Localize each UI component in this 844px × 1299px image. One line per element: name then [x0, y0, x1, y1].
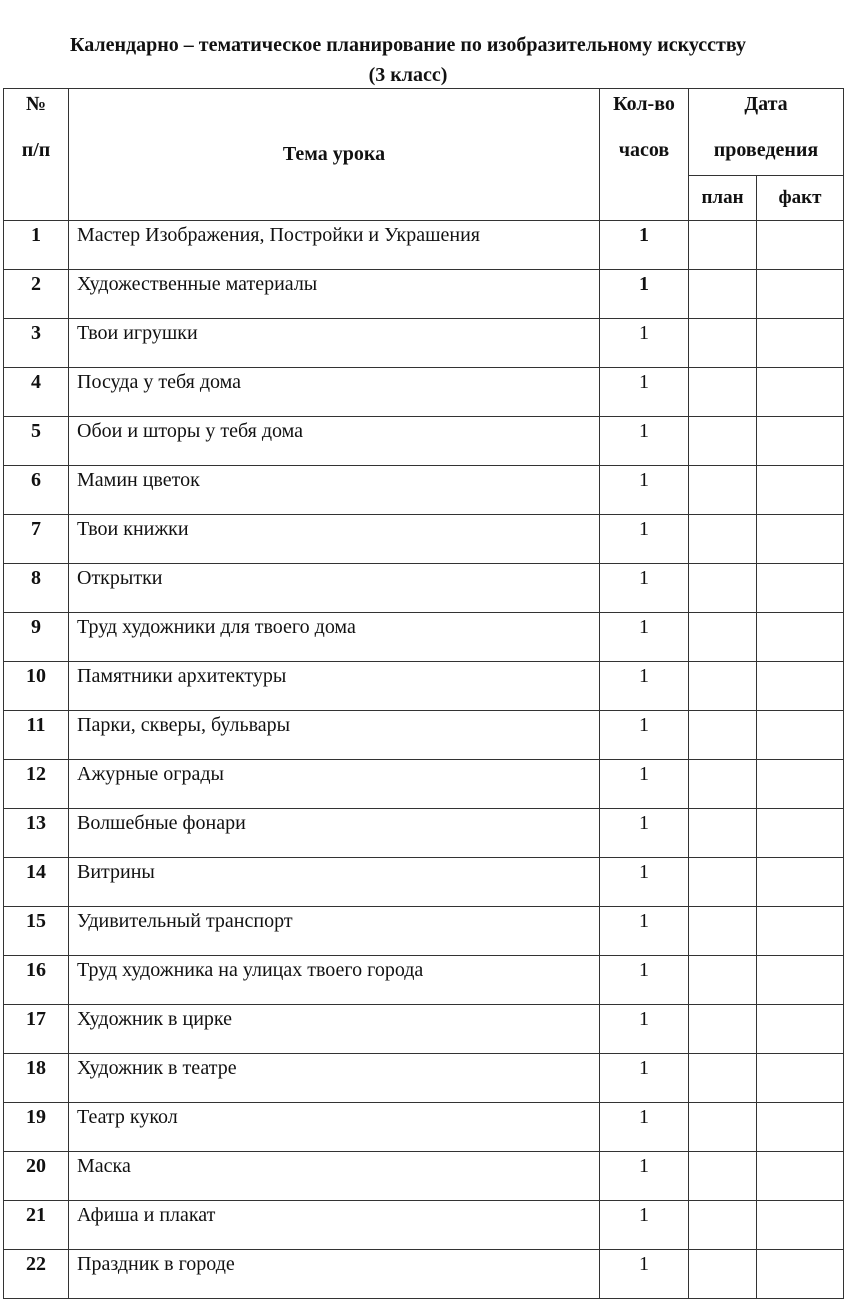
table-row	[4, 1103, 844, 1152]
row-hours: 1	[600, 662, 689, 711]
row-plan-date	[689, 417, 757, 466]
row-plan-date	[689, 368, 757, 417]
row-plan-date	[689, 662, 757, 711]
row-topic: Художник в цирке	[69, 1005, 600, 1054]
row-topic: Художественные материалы	[69, 270, 600, 319]
row-fact-date	[757, 613, 844, 662]
table-row	[4, 1054, 844, 1103]
row-fact-date	[757, 1152, 844, 1201]
row-hours: 1	[600, 956, 689, 1005]
table-row	[4, 662, 844, 711]
row-topic: Удивительный транспорт	[69, 907, 600, 956]
header-number-line-2: п/п	[21, 139, 51, 161]
row-plan-date	[689, 466, 757, 515]
row-topic: Твои игрушки	[69, 319, 600, 368]
row-plan-date	[689, 907, 757, 956]
table-row	[4, 1250, 844, 1299]
row-fact-date	[757, 1005, 844, 1054]
row-plan-date	[689, 760, 757, 809]
row-fact-date	[757, 564, 844, 613]
header-number	[4, 89, 69, 221]
row-number: 19	[4, 1103, 69, 1152]
row-number: 8	[4, 564, 69, 613]
table-row	[4, 221, 844, 270]
header-hours-line-1: Кол-во	[613, 93, 675, 115]
row-topic: Посуда у тебя дома	[69, 368, 600, 417]
row-plan-date	[689, 1152, 757, 1201]
row-number: 13	[4, 809, 69, 858]
table-row	[4, 858, 844, 907]
table-row	[4, 711, 844, 760]
row-fact-date	[757, 1103, 844, 1152]
row-hours: 1	[600, 221, 689, 270]
row-plan-date	[689, 221, 757, 270]
row-topic: Художник в театре	[69, 1054, 600, 1103]
row-topic: Витрины	[69, 858, 600, 907]
row-topic: Труд художники для твоего дома	[69, 613, 600, 662]
row-fact-date	[757, 368, 844, 417]
title-line-2: (3 класс)	[368, 64, 448, 86]
row-topic: Маска	[69, 1152, 600, 1201]
table-row	[4, 515, 844, 564]
table-row	[4, 760, 844, 809]
header-plan: план	[689, 176, 757, 221]
row-hours: 1	[600, 417, 689, 466]
row-hours: 1	[600, 368, 689, 417]
table-row	[4, 319, 844, 368]
row-fact-date	[757, 858, 844, 907]
row-number: 17	[4, 1005, 69, 1054]
header-date-line-1: Дата	[744, 93, 788, 115]
row-fact-date	[757, 466, 844, 515]
row-number: 16	[4, 956, 69, 1005]
row-fact-date	[757, 711, 844, 760]
row-plan-date	[689, 1054, 757, 1103]
row-fact-date	[757, 809, 844, 858]
row-topic: Афиша и плакат	[69, 1201, 600, 1250]
row-fact-date	[757, 221, 844, 270]
row-plan-date	[689, 515, 757, 564]
table-row	[4, 368, 844, 417]
title-line-1: Календарно – тематическое планирование по изобразительному искусству	[69, 34, 746, 56]
row-fact-date	[757, 1054, 844, 1103]
header-fact: факт	[757, 176, 844, 221]
header-hours	[600, 89, 689, 221]
row-plan-date	[689, 1103, 757, 1152]
table-row	[4, 907, 844, 956]
row-hours: 1	[600, 1152, 689, 1201]
row-topic: Мастер Изображения, Постройки и Украшения	[69, 221, 600, 270]
header-number-line-1: №	[25, 93, 47, 115]
row-number: 6	[4, 466, 69, 515]
row-fact-date	[757, 1201, 844, 1250]
row-number: 15	[4, 907, 69, 956]
row-plan-date	[689, 711, 757, 760]
row-hours: 1	[600, 466, 689, 515]
row-number: 5	[4, 417, 69, 466]
row-number: 11	[4, 711, 69, 760]
table-row	[4, 1201, 844, 1250]
row-number: 2	[4, 270, 69, 319]
row-hours: 1	[600, 1054, 689, 1103]
row-plan-date	[689, 1250, 757, 1299]
row-plan-date	[689, 564, 757, 613]
row-hours: 1	[600, 319, 689, 368]
row-number: 12	[4, 760, 69, 809]
row-number: 14	[4, 858, 69, 907]
row-number: 10	[4, 662, 69, 711]
table-row	[4, 417, 844, 466]
row-topic: Парки, скверы, бульвары	[69, 711, 600, 760]
row-fact-date	[757, 907, 844, 956]
row-number: 4	[4, 368, 69, 417]
row-fact-date	[757, 1250, 844, 1299]
row-hours: 1	[600, 1005, 689, 1054]
table-row	[4, 956, 844, 1005]
table-row	[4, 466, 844, 515]
row-topic: Открытки	[69, 564, 600, 613]
header-date-line-2: проведения	[713, 139, 819, 161]
schedule-table-container	[0, 88, 822, 1275]
row-hours: 1	[600, 564, 689, 613]
row-plan-date	[689, 1201, 757, 1250]
schedule-table	[3, 88, 844, 1299]
row-fact-date	[757, 270, 844, 319]
row-fact-date	[757, 760, 844, 809]
row-plan-date	[689, 613, 757, 662]
row-plan-date	[689, 1005, 757, 1054]
row-plan-date	[689, 809, 757, 858]
table-row	[4, 809, 844, 858]
row-hours: 1	[600, 711, 689, 760]
row-number: 22	[4, 1250, 69, 1299]
header-topic: Тема урока	[69, 89, 600, 221]
row-number: 3	[4, 319, 69, 368]
table-row	[4, 613, 844, 662]
row-number: 20	[4, 1152, 69, 1201]
row-topic: Труд художника на улицах твоего города	[69, 956, 600, 1005]
row-plan-date	[689, 956, 757, 1005]
table-row	[4, 1005, 844, 1054]
row-number: 18	[4, 1054, 69, 1103]
row-hours: 1	[600, 760, 689, 809]
row-topic: Волшебные фонари	[69, 809, 600, 858]
row-hours: 1	[600, 1250, 689, 1299]
row-topic: Обои и шторы у тебя дома	[69, 417, 600, 466]
document-title	[0, 30, 816, 90]
row-hours: 1	[600, 907, 689, 956]
row-topic: Памятники архитектуры	[69, 662, 600, 711]
row-topic: Ажурные ограды	[69, 760, 600, 809]
row-number: 21	[4, 1201, 69, 1250]
row-hours: 1	[600, 809, 689, 858]
header-hours-line-2: часов	[618, 139, 670, 161]
row-number: 1	[4, 221, 69, 270]
row-fact-date	[757, 662, 844, 711]
row-topic: Твои книжки	[69, 515, 600, 564]
row-plan-date	[689, 270, 757, 319]
table-row	[4, 564, 844, 613]
row-topic: Мамин цветок	[69, 466, 600, 515]
table-row	[4, 1152, 844, 1201]
header-date	[689, 89, 844, 176]
table-body	[4, 221, 844, 1299]
row-hours: 1	[600, 858, 689, 907]
row-hours: 1	[600, 1103, 689, 1152]
row-number: 7	[4, 515, 69, 564]
row-topic: Праздник в городе	[69, 1250, 600, 1299]
row-hours: 1	[600, 1201, 689, 1250]
row-topic: Театр кукол	[69, 1103, 600, 1152]
row-fact-date	[757, 956, 844, 1005]
row-hours: 1	[600, 613, 689, 662]
row-fact-date	[757, 417, 844, 466]
row-fact-date	[757, 319, 844, 368]
row-fact-date	[757, 515, 844, 564]
table-row	[4, 270, 844, 319]
row-hours: 1	[600, 270, 689, 319]
row-plan-date	[689, 858, 757, 907]
row-hours: 1	[600, 515, 689, 564]
row-number: 9	[4, 613, 69, 662]
row-plan-date	[689, 319, 757, 368]
